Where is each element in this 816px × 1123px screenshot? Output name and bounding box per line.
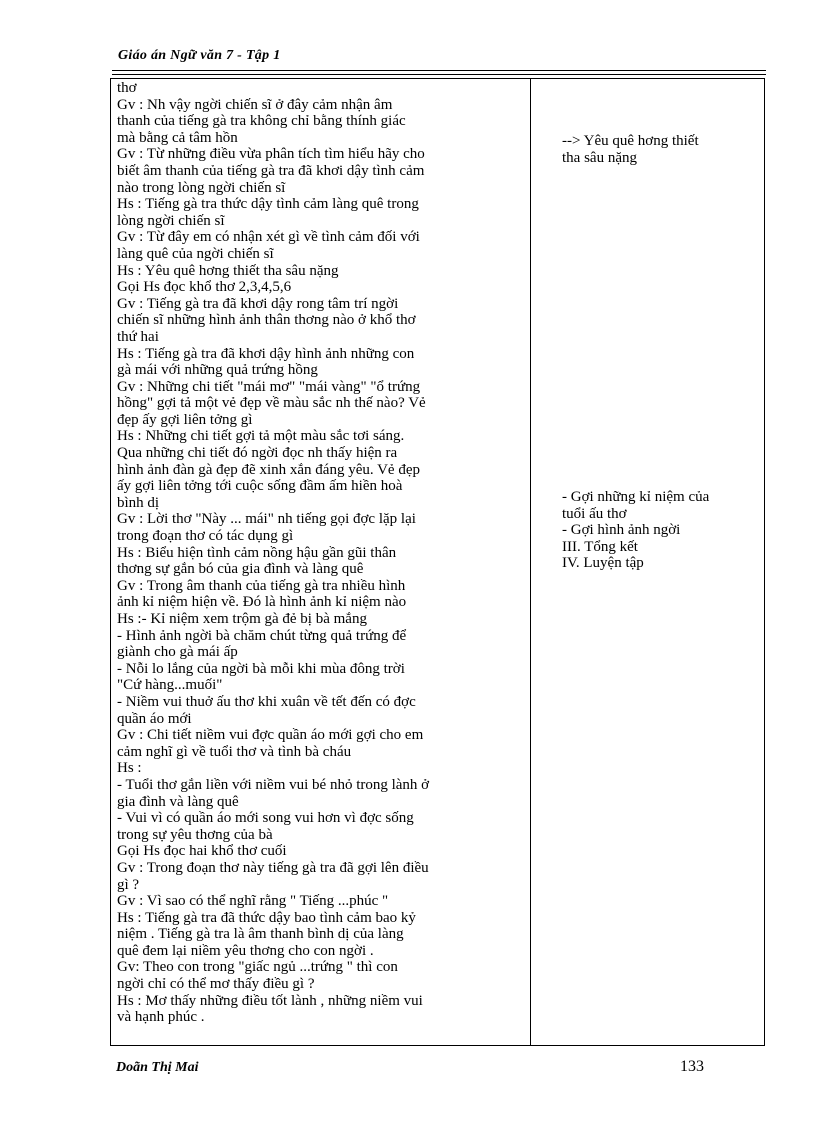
teacher-student-activity-column — [117, 80, 527, 1026]
content-line: tha sâu nặng — [562, 149, 637, 166]
text-line: Gv : Trong đoạn thơ này tiếng gà tra đã gợi lên điều — [117, 859, 429, 876]
text-line: Gv : Nh vậy ngời chiến sĩ ở đây cảm nhận âm — [117, 96, 393, 113]
text-line: đẹp ấy gợi liên tởng gì — [117, 411, 253, 428]
text-line: quê đem lại niềm yêu thơng cho con ngời . — [117, 942, 374, 959]
text-line: Gv : Từ đây em có nhận xét gì về tình cảm đối với — [117, 229, 420, 246]
text-line: làng quê của ngời chiến sĩ — [117, 245, 274, 262]
content-line: IV. Luyện tập — [562, 555, 644, 572]
footer-author: Doãn Thị Mai — [116, 1060, 199, 1075]
text-line: - Hình ảnh ngời bà chăm chút từng quả trứng để — [117, 627, 407, 644]
text-line: ấy gợi liên tởng tới cuộc sống đầm ấm hiền hoà — [117, 478, 403, 495]
text-line: - Nỗi lo lắng của ngời bà mỗi khi mùa đông trời — [117, 660, 405, 677]
text-line: Gv : Lời thơ "Này ... mái" nh tiếng gọi đợc lặp lại — [117, 511, 416, 528]
text-line: bình dị — [117, 494, 160, 511]
text-line: Hs : Những chi tiết gợi tả một màu sắc tơi sáng. — [117, 428, 405, 445]
content-line: - Gợi những kỉ niệm của — [562, 489, 710, 505]
content-line: - Gợi hình ảnh ngời — [562, 522, 681, 539]
text-line: Gv : Trong âm thanh của tiếng gà tra nhiều hình — [117, 577, 406, 594]
text-line: thứ hai — [117, 328, 159, 345]
text-line: quần áo mới — [117, 710, 192, 727]
text-line: Gọi Hs đọc hai khổ thơ cuối — [117, 843, 287, 860]
text-line: lòng ngời chiến sĩ — [117, 212, 225, 229]
text-line: biết âm thanh của tiếng gà tra đã khơi dậy tình cảm — [117, 162, 425, 179]
lesson-content-block-1 — [562, 133, 762, 166]
text-line: thơ — [117, 80, 137, 96]
text-line: gia đình và làng quê — [117, 793, 239, 810]
content-line: tuổi ấu thơ — [562, 505, 627, 522]
text-line: Gv : Những chi tiết "mái mơ" "mái vàng" "ổ trứng — [117, 378, 421, 395]
text-line: - Vui vì có quần áo mới song vui hơn vì đợc sống — [117, 810, 414, 827]
text-line: Gv : Từ những điều vừa phân tích tìm hiểu hãy cho — [117, 146, 425, 163]
text-line: - Tuổi thơ gắn liền với niềm vui bé nhỏ trong lành ở — [117, 776, 430, 793]
lesson-content-block-2 — [562, 489, 762, 572]
text-line: Hs : Tiếng gà tra đã khơi dậy hình ảnh những con — [117, 345, 415, 362]
text-line: "Cứ hàng...muối" — [117, 677, 223, 694]
text-line: Gv: Theo con trong "giấc ngủ ...trứng " thì con — [117, 959, 398, 976]
text-line: mà bằng cả tâm hồn — [117, 129, 238, 146]
text-line: thanh của tiếng gà tra không chỉ bằng thính giác — [117, 113, 406, 130]
text-line: Hs : Tiếng gà tra đã thức dậy bao tình cảm bao kỷ — [117, 909, 416, 926]
text-line: Hs : Yêu quê hơng thiết tha sâu nặng — [117, 262, 339, 279]
text-line: niệm . Tiếng gà tra là âm thanh bình dị của làng — [117, 926, 404, 943]
text-line: Hs : Mơ thấy những điều tốt lành , những niềm vui — [117, 992, 423, 1009]
text-line: Gọi Hs đọc khổ thơ 2,3,4,5,6 — [117, 279, 292, 296]
text-line: Hs : — [117, 760, 142, 777]
text-line: hình ảnh đàn gà đẹp đẽ xinh xắn đáng yêu. Vẻ đẹp — [117, 461, 420, 478]
text-line: chiến sĩ những hình ảnh thân thơng nào ở khổ thơ — [117, 312, 416, 329]
text-line: và hạnh phúc . — [117, 1009, 205, 1026]
text-line: Hs :- Kỉ niệm xem trộm gà đẻ bị bà mắng — [117, 611, 367, 627]
text-line: cảm nghĩ gì về tuổi thơ và tình bà cháu — [117, 743, 352, 760]
text-line: gà mái với những quả trứng hồng — [117, 362, 318, 379]
column-divider — [530, 78, 531, 1046]
text-line: Qua những chi tiết đó ngời đọc nh thấy hiện ra — [117, 445, 398, 462]
text-line: Gv : Chi tiết niềm vui đợc quần áo mới gợi cho em — [117, 727, 424, 744]
text-line: Gv : Tiếng gà tra đã khơi dậy rong tâm trí ngời — [117, 295, 399, 312]
text-line: trong sự yêu thơng của bà — [117, 826, 273, 843]
page-number: 133 — [680, 1058, 704, 1075]
document-header-title: Giáo án Ngữ văn 7 - Tập 1 — [118, 48, 281, 63]
text-line: ngời chỉ có thể mơ thấy điều gì ? — [117, 976, 315, 993]
text-line: Gv : Vì sao có thể nghĩ rằng " Tiếng ...phúc " — [117, 893, 389, 910]
text-line: gì ? — [117, 876, 140, 893]
text-line: thơng sự gắn bó của gia đình và làng quê — [117, 561, 364, 578]
text-line: trong đoạn thơ có tác dụng gì — [117, 528, 294, 545]
text-line: - Niềm vui thuở ấu thơ khi xuân về tết đến có đợc — [117, 693, 416, 710]
text-line: giành cho gà mái ấp — [117, 644, 238, 661]
text-line: Hs : Tiếng gà tra thức dậy tình cảm làng quê trong — [117, 196, 419, 213]
content-line: III. Tổng kết — [562, 538, 638, 555]
header-rule-top — [112, 70, 766, 71]
text-line: hồng" gợi tả một vẻ đẹp về màu sắc nh thế nào? Vẻ — [117, 395, 426, 412]
text-line: nào trong lòng ngời chiến sĩ — [117, 179, 286, 196]
text-line: ảnh kỉ niệm hiện về. Đó là hình ảnh kỉ niệm nào — [117, 594, 407, 611]
header-rule-bottom — [112, 74, 766, 75]
content-line: --> Yêu quê hơng thiết — [562, 133, 699, 149]
text-line: Hs : Biểu hiện tình cảm nồng hậu gần gũi thân — [117, 544, 397, 561]
